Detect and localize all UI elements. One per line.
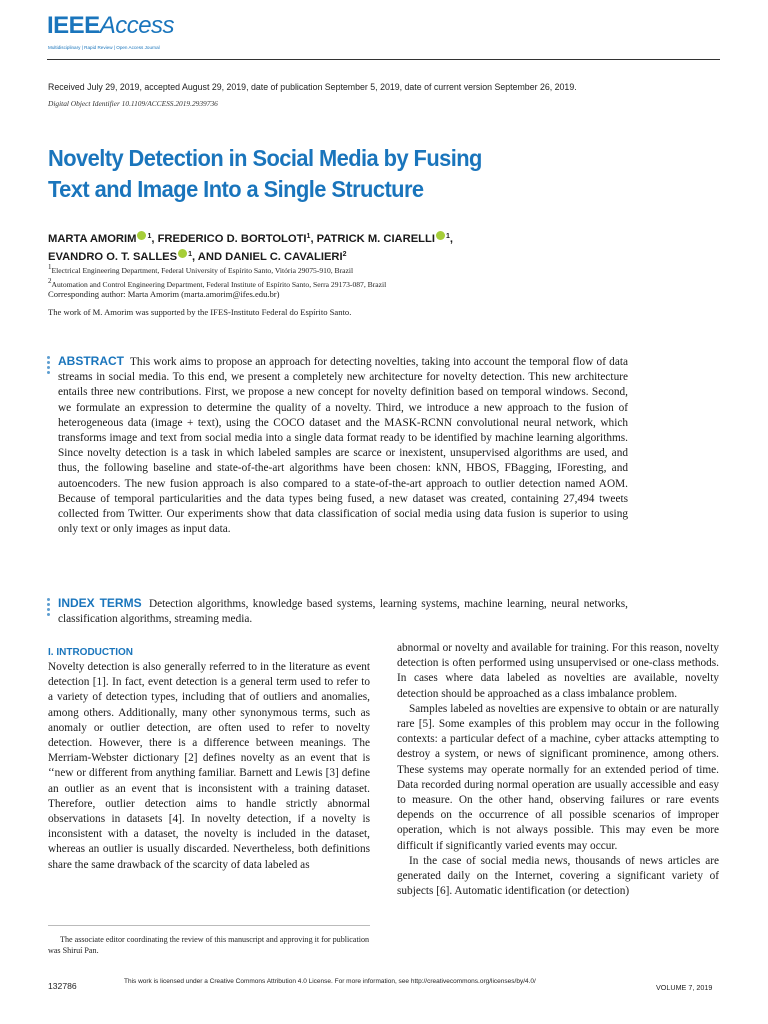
paper-title [48, 143, 569, 205]
orcid-icon[interactable] [178, 249, 187, 258]
page-number: 132786 [48, 981, 77, 991]
journal-logo-light: Access [99, 12, 175, 39]
license-note: This work is licensed under a Creative Commons Attribution 4.0 License. For more information, see http://creativecommons.org/licenses/by/4.0/ [124, 978, 536, 985]
orcid-icon[interactable] [436, 231, 445, 240]
author-name: , AND DANIEL C. CAVALIERI [192, 251, 343, 263]
body-column-right [397, 641, 719, 899]
affiliation-sup: 1 [48, 263, 52, 271]
volume-label: VOLUME 7, 2019 [656, 983, 713, 992]
author-name: , FREDERICO D. BORTOLOTI [151, 233, 307, 245]
abstract [58, 354, 628, 537]
doi-line: Digital Object Identifier 10.1109/ACCESS.2019.2939736 [48, 99, 218, 108]
paragraph: Samples labeled as novelties are expensive to obtain or are naturally rare [5]. Some examples of this problem may occur in the following contexts: a particular defect of a machine, cyber attacks attempting to destroy a system, or news of significant prominence, among others. These systems may operate normally for an extended period of time. Data recorded during normal operation are usually accessible and easy to measure. On the other hand, observing failures or rare events depends on the occurrence of all possible scenarios of improper operation, which is not always possible. This may even be more difficult if significantly varied events may occur. [397, 702, 719, 852]
title-line-2: Text and Image Into a Single Structure [48, 176, 424, 202]
affiliations [48, 262, 386, 290]
author-sup: 1 [306, 233, 311, 240]
author-list: MARTA AMORIM $^1$, FREDERICO D. BORTOLOTI$^1$, PATRICK M. CIARELLI $^1$, EVANDRO O. T. SALLES $^1$, AND DANIEL C. CAVALIERI$^2$ [48, 233, 453, 263]
paragraph: In the case of social media news, thousands of news articles are generated daily on the Internet, covering a significant variety of subjects [6]. Automatic identification (or detection) [397, 854, 719, 898]
title-line-1: Novelty Detection in Social Media by Fusing [48, 145, 482, 171]
author-sup: 1 [147, 233, 152, 240]
author-sup: 1 [445, 233, 450, 240]
author-name: , PATRICK M. CIARELLI [310, 233, 435, 245]
footnote-rule [48, 925, 370, 926]
section-heading-introduction: I. INTRODUCTION [48, 647, 133, 658]
affiliation-2: Automation and Control Engineering Department, Federal Institute of Espírito Santo, Serra 29173-087, Brazil [51, 280, 387, 289]
author-sup: 1 [188, 251, 192, 258]
abstract-text: This work aims to propose an approach for detecting novelties, taking into account the temporal flow of data streams in social media. To this end, we present a completely new architecture for novelty detection. This new architecture entails three new contributions. First, we propose a new concept for novelty definition based on temporal windows. Second, we formulate an expression to determine the quality of a novelty. Third, we introduce a new approach to the fusion of heterogeneous data (image + text), using the COCO dataset and the MASK-RCNN convolutional neural network, which transforms image and text from social media into a single data format ready to be identified by machine learning algorithms. Since novelty detection is a task in which labeled samples are scarce or inexistent, unsupervised algorithms are used, and thus, the following baseline and state-of-the-art algorithms have been chosen: kNN, HBOS, FBagging, IForesting, and autoencoders. The new fusion approach is also compared to a state-of-the-art approach to outlier detection named AOM. Because of temporal particularities and the data types being fused, a new dataset was created, containing 27,494 tweets collected from Twitter. Our experiments show that data classification of social media using data fusion is superior to using only text or only images as input data. [58, 356, 628, 536]
paragraph: abnormal or novelty and available for training. For this reason, novelty detection is often performed using unsupervised or one-class methods. In cases where data labeled as novelties are available, novelty detection should be approached as a class imbalance problem. [397, 642, 719, 700]
index-terms-text: Detection algorithms, knowledge based systems, learning systems, machine learning, neural networks, classification algorithms, streaming media. [58, 598, 628, 626]
author-name: MARTA AMORIM [48, 233, 137, 245]
section-marker-icon [47, 356, 51, 376]
author-name: EVANDRO O. T. SALLES [48, 251, 178, 263]
received-dates: Received July 29, 2019, accepted August 29, 2019, date of publication September 5, 2019, date of current version September 26, 2019. [48, 82, 577, 92]
abstract-heading: ABSTRACT [58, 354, 124, 368]
journal-logo [47, 14, 174, 38]
footnote: The associate editor coordinating the review of this manuscript and approving it for publication was Shiruí Pan. [48, 935, 370, 955]
funding-note: The work of M. Amorim was supported by the IFES-Instituto Federal do Espírito Santo. [48, 307, 352, 317]
index-terms [58, 596, 628, 627]
body-column-left [48, 660, 370, 873]
corresponding-author: Corresponding author: Marta Amorim (marta.amorim@ifes.edu.br) [48, 289, 280, 299]
journal-logo-bold: IEEE [47, 12, 100, 39]
affiliation-1: Electrical Engineering Department, Federal University of Espírito Santo, Vitória 29075-910, Brazil [51, 266, 354, 275]
affiliation-sup: 2 [48, 277, 52, 285]
paragraph: Novelty detection is also generally referred to in the literature as event detection [1]. In fact, event detection is a general term used to refer to a variety of detection types, including that of outliers and anomalies, among others. Additionally, many other synonymous terms, such as anomaly or outlier detection, are often used to refer to novelty detection. However, there is a difference between meanings. The Merriam-Webster dictionary [2] defines novelty as an event that is ‘‘new or different from anything familiar. Barnett and Lewis [3] define an outlier as an event that is inconsistent with a training dataset. Therefore, outlier detection aims to handle strictly abnormal observations in datasets [4]. In novelty detection, if a novelty is inconsistent with a dataset, the novelty is included in the dataset, whereas an outlier is usually discarded. Nevertheless, both definitions share the same drawback of the scarcity of data labeled as [48, 661, 370, 871]
orcid-icon[interactable] [137, 231, 146, 240]
header-rule [47, 59, 720, 60]
author-sup: 2 [342, 251, 347, 258]
section-marker-icon [47, 598, 51, 618]
index-terms-heading: INDEX TERMS [58, 596, 142, 610]
journal-tagline: Multidisciplinary | Rapid Review | Open Access Journal [48, 45, 160, 50]
